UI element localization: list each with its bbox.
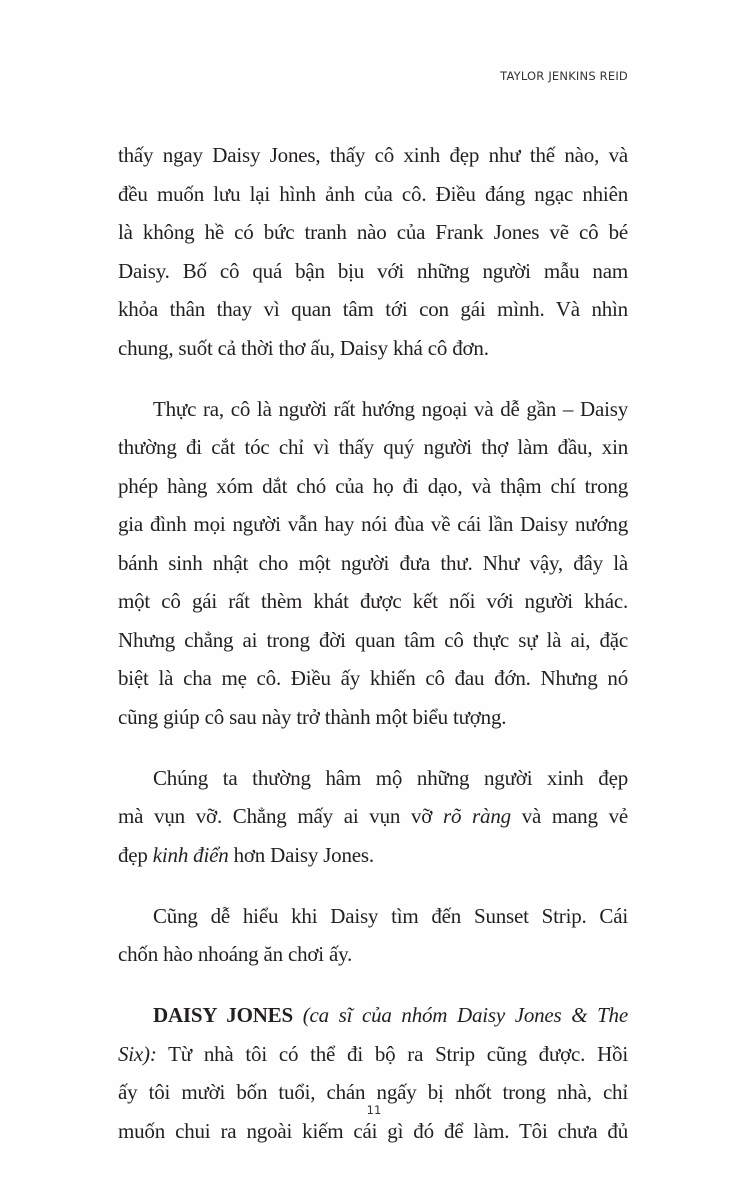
text-segment: một cô gái rất thèm khát được kết nối với người khác. — [118, 589, 628, 613]
text-segment: là không hề có bức tranh nào của Frank Jones vẽ cô bé — [118, 220, 628, 244]
italic-text: rõ ràng — [442, 804, 511, 828]
text-segment: thường đi cắt tóc chỉ vì thấy quý người thợ làm đầu, xin — [118, 435, 628, 459]
text-line — [118, 659, 628, 698]
text-line — [118, 698, 628, 737]
text-segment: chung, suốt cả thời thơ ấu, Daisy khá cô đơn. — [118, 335, 489, 360]
text-line — [118, 544, 628, 583]
paragraph — [118, 759, 628, 875]
text-line — [118, 252, 628, 291]
text-segment: Nhưng chẳng ai trong đời quan tâm cô thực sự là ai, đặc — [118, 627, 628, 652]
text-line — [118, 1035, 628, 1074]
text-segment — [293, 1003, 303, 1027]
text-line — [118, 797, 628, 836]
text-line — [118, 329, 628, 368]
text-line — [118, 621, 628, 660]
text-segment: Cũng dễ hiểu khi Daisy tìm đến Sunset Strip. Cái — [153, 903, 628, 928]
text-segment: bánh sinh nhật cho một người đưa thư. Như vậy, đây là — [118, 550, 628, 575]
italic-text: kinh điển — [152, 842, 229, 867]
body-text — [118, 136, 628, 1173]
italic-text: Six): — [118, 1041, 157, 1066]
text-line — [118, 175, 628, 214]
text-line — [118, 582, 628, 621]
page-number: 11 — [366, 1103, 382, 1117]
text-line — [118, 996, 628, 1035]
text-segment: đẹp — [118, 842, 153, 867]
text-line — [118, 136, 628, 175]
paragraph — [118, 136, 628, 367]
text-segment: đều muốn lưu lại hình ảnh của cô. Điều đáng ngạc nhiên — [118, 181, 628, 206]
text-line — [118, 1112, 628, 1151]
text-segment: gia đình mọi người vẫn hay nói đùa về cái lần Daisy nướng — [118, 512, 628, 536]
text-segment: cũng giúp cô sau này trở thành một biểu tượng. — [118, 704, 507, 729]
text-segment: mà vụn vỡ. Chẳng mấy ai vụn vỡ — [118, 804, 443, 828]
text-segment: chốn hào nhoáng ăn chơi ấy. — [118, 942, 353, 966]
text-line — [118, 759, 628, 798]
text-line — [118, 213, 628, 252]
text-line — [118, 290, 628, 329]
text-line — [118, 428, 628, 467]
text-segment: biệt là cha mẹ cô. Điều ấy khiến cô đau đớn. Nhưng nó — [118, 666, 628, 690]
text-segment: hơn Daisy Jones. — [228, 842, 374, 867]
speaker-name: DAISY JONES — [153, 1003, 293, 1027]
text-segment: ấy tôi mười bốn tuổi, chán ngấy bị nhốt trong nhà, chỉ — [118, 1080, 628, 1104]
text-segment: Thực ra, cô là người rất hướng ngoại và dễ gần – Daisy — [153, 396, 628, 421]
text-segment: khỏa thân thay vì quan tâm tới con gái mình. Và nhìn — [118, 297, 628, 321]
text-segment: Daisy. Bố cô quá bận bịu với những người mẫu nam — [118, 258, 628, 283]
italic-text: (ca sĩ của nhóm Daisy Jones & The — [302, 1003, 628, 1027]
paragraph — [118, 996, 628, 1150]
text-line — [118, 836, 628, 875]
text-line — [118, 505, 628, 544]
text-segment: muốn chui ra ngoài kiếm cái gì đó để làm. Tôi chưa đủ — [118, 1118, 628, 1143]
text-line — [118, 390, 628, 429]
text-segment: Từ nhà tôi có thể đi bộ ra Strip cũng được. Hồi — [156, 1041, 628, 1066]
running-head-author: TAYLOR JENKINS REID — [500, 69, 628, 83]
text-line — [118, 467, 628, 506]
text-line — [118, 935, 628, 974]
text-segment: Chúng ta thường hâm mộ những người xinh đẹp — [153, 765, 628, 790]
text-segment: phép hàng xóm dắt chó của họ đi dạo, và thậm chí trong — [118, 473, 628, 498]
text-segment: thấy ngay Daisy Jones, thấy cô xinh đẹp như thế nào, và — [118, 143, 628, 167]
text-line — [118, 897, 628, 936]
paragraph — [118, 897, 628, 974]
paragraph — [118, 390, 628, 737]
text-segment: và mang vẻ — [510, 804, 628, 828]
